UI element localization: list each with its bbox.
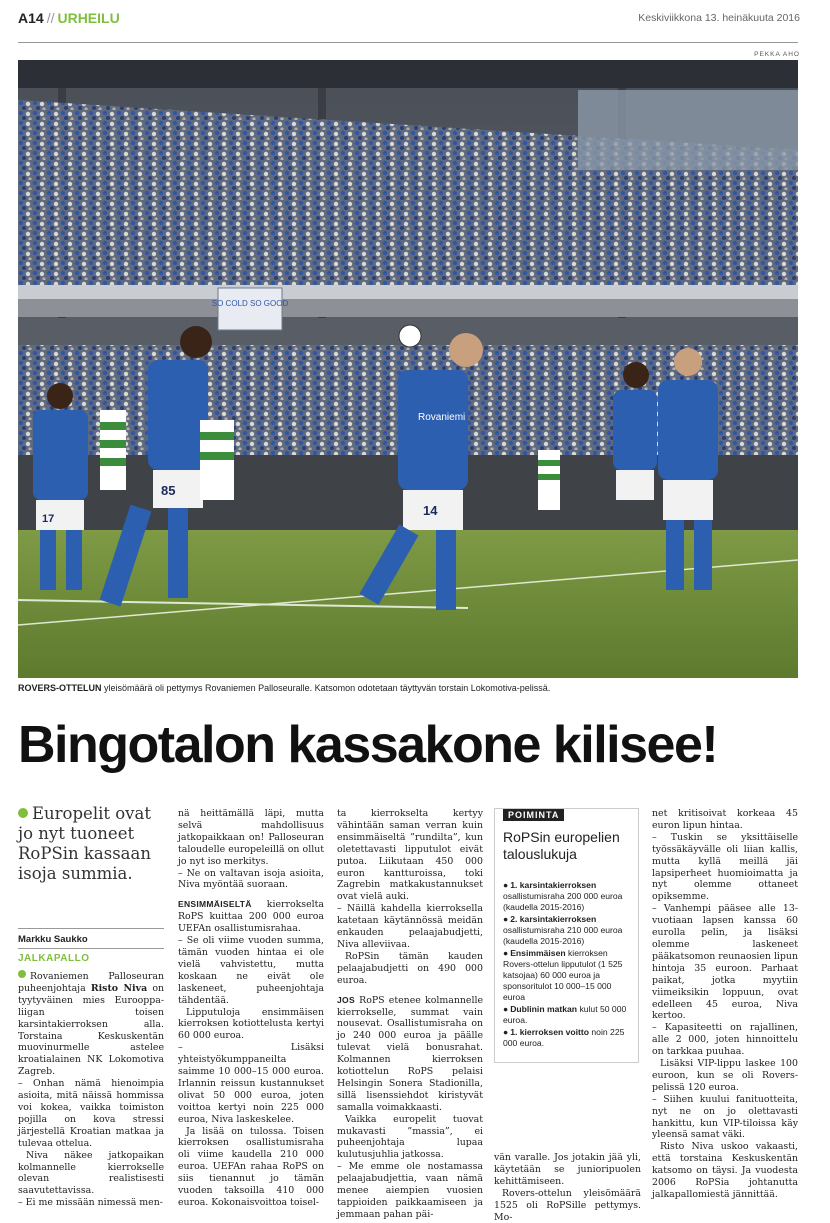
- item-text: kulut 50 000 euroa.: [503, 1004, 627, 1025]
- bullet-icon: ●: [503, 1004, 509, 1014]
- byline: Markku Saukko: [18, 928, 164, 945]
- green-bullet-icon: [18, 970, 26, 978]
- paragraph: Rovers-ottelun yleisömäärä 1525 oli RoPSille pettymys. Mo-: [494, 1187, 641, 1223]
- player-number-14: 14: [423, 503, 438, 518]
- issue-date: Keskiviikkona 13. heinäkuuta 2016: [638, 12, 800, 24]
- paragraph: – Se oli viime vuoden summa, tämän vuoden hintaa ei ole vielä vahvistettu, mutta koskaan ne eivät ole laskeneet, puheenjohtaja tähdentää.: [178, 935, 324, 1006]
- player-number-17: 17: [42, 513, 55, 525]
- paragraph: – Lisäksi yhteistyökumppaneilta saimme 10 000–15 000 euroa. Irlannin reissun kustannukset olivat 50 000 euroa, joten voittoa kertyi noin 225 000 euroa, Niva laskeskelee.: [178, 1042, 324, 1125]
- column-3: [337, 808, 483, 1221]
- headline: Bingotalon kassakone kilisee!: [18, 716, 718, 774]
- factbox-tag: POIMINTA: [503, 809, 564, 821]
- factbox-title: RoPSin europelien talouslukuja: [503, 829, 620, 862]
- fan-banner: [218, 288, 282, 330]
- match-photo: [18, 60, 798, 678]
- paragraph-text: Rovaniemen Palloseuran puheenjohtaja: [18, 971, 164, 994]
- paragraph: Lipputuloja ensimmäisen kierroksen kotiottelusta kertyi 60 000 euroa.: [178, 1006, 324, 1042]
- person-name: Risto Niva: [90, 982, 148, 994]
- list-item: [503, 880, 635, 913]
- paragraph: – Me emme ole nostamassa pelaajabudjettia, vaan nämä menee aiempien vuosien tappioiden paikkaamiseen ja jemmaan pahan päi-: [337, 1161, 483, 1220]
- paragraph: Ja lisää on tulossa. Toisen kierroksen osallistumisraha oli viime kaudella 210 000 euroa. UEFAn rahaa RoPS on siis tienannut jo tämän vuoden taksoilla 410 000 euroa. Kokonaisvoittoa toisel-: [178, 1125, 324, 1208]
- item-label: Ensimmäisen: [510, 948, 566, 958]
- item-label: Dublinin matkan: [510, 1004, 578, 1014]
- list-item: [503, 914, 635, 947]
- stadium-scene: [18, 60, 798, 678]
- paragraph: net kritisoivat korkeaa 45 euron lipun hintaa.: [652, 808, 798, 831]
- item-text: osallistumisraha 200 000 euroa (kaudella 2015-2016): [503, 891, 623, 912]
- column-4: [494, 1152, 641, 1223]
- caption-lead: ROVERS-OTTELUN: [18, 683, 102, 693]
- lead-text: Europelit ovat jo nyt tuoneet RoPSin kassaan isoja summia.: [18, 804, 151, 883]
- item-label: 1. karsintakierroksen: [510, 880, 597, 890]
- paragraph-text: on tyytyväinen mies Eurooppa-liigan toisen karsintakierroksen alla. Torstaina Keskuskentän muovinurmelle astelee kroatialainen NK Lokomotiva Zagreb.: [18, 982, 165, 1078]
- paragraph: RoPSin tämän kauden pelaajabudjetti on 490 000 euroa.: [337, 950, 483, 986]
- header-rule: [18, 42, 798, 43]
- paragraph: [18, 970, 164, 1078]
- paragraph: vän varalle. Jos jotakin jää yli, käytetään se junioripuolen kehittämiseen.: [494, 1152, 641, 1187]
- paragraph: – Ei me missään nimessä men-: [18, 1197, 163, 1209]
- bullet-icon: ●: [503, 1027, 509, 1037]
- bullet-icon: ●: [503, 880, 509, 890]
- paragraph-keyword: JOS: [337, 994, 355, 1005]
- photo-credit: PEKKA AHO: [754, 51, 800, 58]
- column-5: [652, 808, 798, 1201]
- paragraph-text: kierrokselta RoPS kuittaa 200 000 euroa UEFAn osallistumisrahaa.: [178, 899, 324, 935]
- item-label: 1. kierroksen voitto: [510, 1027, 590, 1037]
- paragraph: [178, 899, 324, 935]
- list-item: [503, 1027, 635, 1049]
- paragraph: – Ne on valtavan isoja asioita, Niva myöntää suoraan.: [178, 867, 324, 891]
- list-item: [503, 948, 635, 1003]
- paragraph: Niva näkee jatkopaikan kolmannelle kierrokselle olevan realistisesti saavutettavissa.: [18, 1149, 164, 1197]
- paragraph: Risto Niva uskoo vakaasti, että torstaina Keskuskentän katsomo on täysi. Ja vuodesta 2006 RoPSia johtanutta jalkapallomiestä jännittää.: [652, 1141, 798, 1200]
- column-1: [18, 970, 164, 1209]
- sport-label: JALKAPALLO: [18, 948, 164, 964]
- item-text: noin 225 000 euroa.: [503, 1027, 625, 1048]
- list-item: [503, 1004, 635, 1026]
- paragraph: nä heittämällä läpi, mutta selvä mahdollisuus jatkopaikkaan on! Palloseuran taloudelle europeleillä on ollut jo nyt iso merkitys.: [178, 808, 324, 867]
- paragraph-keyword: ENSIMMÄISELTÄ: [178, 899, 252, 910]
- photo-caption: [18, 683, 798, 693]
- item-text: kierroksen Rovers-ottelun lipputulot (1 525 katsojaa) 60 000 euroa ja sponsoritulot 10 000–15 000 euroa: [503, 948, 623, 1002]
- fan-banner-text: SO COLD SO GOOD: [211, 299, 289, 308]
- paragraph: – Näillä kahdella kierroksella katetaan käytännössä meidän enkauden pelaajabudjetti, Niva alleviivaa.: [337, 903, 483, 950]
- item-label: 2. karsintakierroksen: [510, 914, 597, 924]
- paragraph: – Siihen kuului fanituotteita, nyt ne on jo olettavasti hankittu, kun VIP-tiloissa käy yleensä samat väki.: [652, 1093, 798, 1141]
- header-separator: //: [46, 10, 55, 26]
- factbox: [494, 808, 639, 1063]
- item-text: osallistumisraha 210 000 euroa (kaudella 2015-2016): [503, 925, 623, 946]
- bullet-icon: ●: [503, 914, 509, 924]
- paragraph-text: RoPS etenee kolmannelle kierrokselle, summat vain nousevat. Osallistumisraha on jo 240 000 euroa ja päälle tulevat vielä bonusrahat. Kolmannen kierroksen kotiottelun RoPS pelaisi Helsingin Sonera Stadionilla, sillä lisenssiehdot kiristyvät samalla voimakkaasti.: [337, 994, 483, 1113]
- shirt-sponsor: Rovaniemi: [418, 412, 466, 423]
- page-header: [18, 10, 120, 26]
- caption-text: yleisömäärä oli pettymys Rovaniemen Palloseuralle. Katsomon odotetaan täyttyvän torstain Lokomotiva-pelissä.: [101, 683, 551, 693]
- paragraph: – Kapasiteetti on rajallinen, alle 2 000, joten hinnoittelu on tarkkaa puuhaa.: [652, 1022, 798, 1058]
- lead-paragraph: [18, 804, 164, 884]
- paragraph: – Tuskin se yksittäiselle työssäkäyvälle oli liian kallis, mutta kyllä meillä jäi lapsiperheet huomioimatta ja nyt olemme ottaneet opiksemme.: [652, 831, 798, 903]
- player-number-85: 85: [161, 483, 176, 498]
- factbox-list: [503, 880, 635, 1050]
- green-bullet-icon: [18, 808, 28, 818]
- page-number: A14: [18, 10, 44, 26]
- column-2: [178, 808, 324, 1209]
- paragraph: – Vanhempi pääsee alle 13-vuotiaan lapsen kanssa 60 eurolla pelin, ja lisäksi olemme laskeneet pääkatsomon reunaosien lipun hintoja 35 euroon. Parhaat paikat, jotka myytiin viimeiksikin loppuun, ovat edelleen 45 euroa, Niva kertoo.: [652, 903, 799, 1022]
- bullet-icon: ●: [503, 948, 509, 958]
- section-name: URHEILU: [57, 10, 120, 26]
- paragraph: ta kierrokselta kertyy vähintään saman verran kuin ensimmäiseltä ”rundilta”, kun oletettavasti lipputulot eivät putoa. Liikutaan 450 000 euron kantturoissa, toki Zagrebin matkakustannukset ovat vielä auki.: [337, 808, 483, 903]
- paragraph: – Onhan nämä hienoimpia asioita, mitä näissä hommissa voi kokea, vaikka toimiston pojilla on kova stressi järjestellä Kroatian matkaa ja tulevaa ottelua.: [18, 1078, 164, 1149]
- paragraph: Lisäksi VIP-lippu laskee 100 euroon, kun se oli Rovers-pelissä 120 euroa.: [652, 1058, 798, 1093]
- paragraph: Vaikka europelit tuovat mukavasti ”massia”, ei puheenjohtaja lupaa kulutusjuhlia jatkossa.: [337, 1113, 483, 1161]
- paragraph: [337, 995, 483, 1114]
